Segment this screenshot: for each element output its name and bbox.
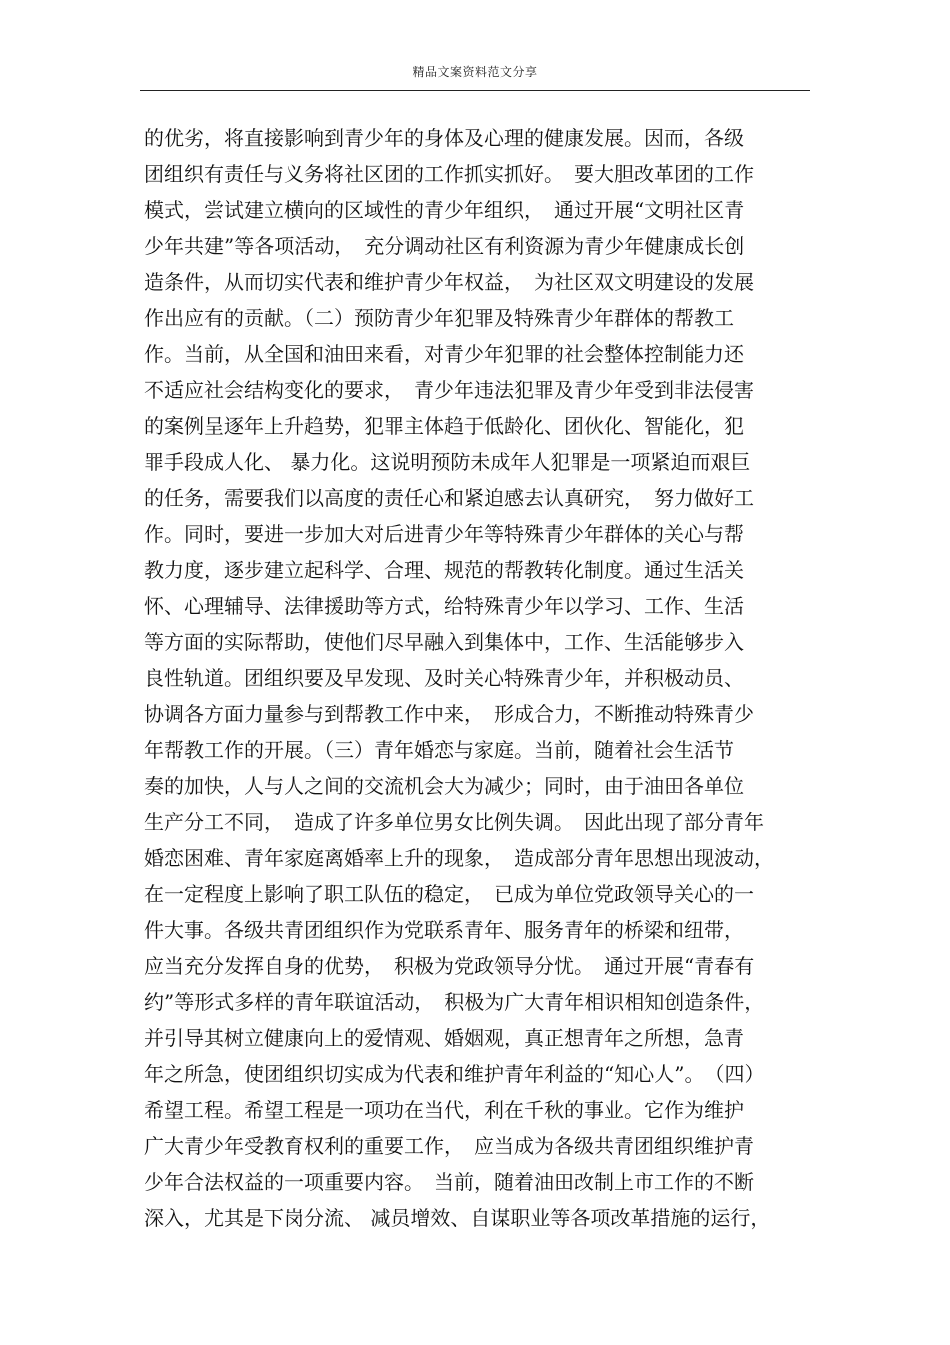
text-line: 深入，尤其是下岗分流、 减员增效、自谋职业等各项改革措施的运行， [144,1206,771,1230]
text-line: 年之所急，使团组织切实成为代表和维护青年利益的“知心人”。 （四） [144,1062,765,1086]
text-line: 应当充分发挥自身的优势， 积极为党政领导分忧。 通过开展“青春有 [144,954,755,978]
text-line: 罪手段成人化、 暴力化。这说明预防未成年人犯罪是一项紧迫而艰巨 [144,450,751,474]
text-line: 不适应社会结构变化的要求， 青少年违法犯罪及青少年受到非法侵害 [144,378,754,402]
body-text [144,120,824,1236]
text-line: 的优劣，将直接影响到青少年的身体及心理的健康发展。因而，各级 [144,126,744,150]
text-line: 在一定程度上影响了职工队伍的稳定， 已成为单位党政领导关心的一 [144,882,754,906]
text-line: 少年共建”等各项活动， 充分调动社区有利资源为青少年健康成长创 [144,234,745,258]
text-line: 作出应有的贡献。（二）预防青少年犯罪及特殊青少年群体的帮教工 [144,306,734,330]
page-header-title: 精品文案资料范文分享 [412,65,538,79]
text-line: 年帮教工作的开展。（三）青年婚恋与家庭。当前，随着社会生活节 [144,738,734,762]
text-line: 作。当前，从全国和油田来看，对青少年犯罪的社会整体控制能力还 [144,342,744,366]
text-line: 模式，尝试建立横向的区域性的青少年组织， 通过开展“文明社区青 [144,198,745,222]
text-line: 的案例呈逐年上升趋势，犯罪主体趋于低龄化、团伙化、智能化，犯 [144,414,744,438]
text-line: 造条件，从而切实代表和维护青少年权益， 为社区双文明建设的发展 [144,270,754,294]
text-line: 教力度，逐步建立起科学、合理、规范的帮教转化制度。通过生活关 [144,558,744,582]
text-line: 生产分工不同， 造成了许多单位男女比例失调。 因此出现了部分青年 [144,810,764,834]
text-line: 希望工程。希望工程是一项功在当代，利在千秋的事业。它作为维护 [144,1098,744,1122]
text-line: 婚恋困难、青年家庭离婚率上升的现象， 造成部分青年思想出现波动， [144,846,774,870]
text-line: 良性轨道。团组织要及早发现、及时关心特殊青少年，并积极动员、 [144,666,744,690]
text-line: 约”等形式多样的青年联谊活动， 积极为广大青年相识相知创造条件， [144,990,765,1014]
text-line: 并引导其树立健康向上的爱情观、婚姻观，真正想青年之所想，急青 [144,1026,744,1050]
text-line: 少年合法权益的一项重要内容。 当前，随着油田改制上市工作的不断 [144,1170,754,1194]
text-line: 作。同时，要进一步加大对后进青少年等特殊青少年群体的关心与帮 [144,522,744,546]
text-line: 团组织有责任与义务将社区团的工作抓实抓好。 要大胆改革团的工作 [144,162,754,186]
text-line: 等方面的实际帮助，使他们尽早融入到集体中，工作、生活能够步入 [144,630,744,654]
text-line: 协调各方面力量参与到帮教工作中来， 形成合力，不断推动特殊青少 [144,702,754,726]
text-line: 广大青少年受教育权利的重要工作， 应当成为各级共青团组织维护青 [144,1134,754,1158]
header-divider [140,90,810,91]
text-line: 的任务，需要我们以高度的责任心和紧迫感去认真研究， 努力做好工 [144,486,754,510]
text-line: 奏的加快，人与人之间的交流机会大为减少；同时，由于油田各单位 [144,774,744,798]
text-line: 件大事。各级共青团组织作为党联系青年、服务青年的桥梁和纽带， [144,918,744,942]
text-line: 怀、心理辅导、法律援助等方式，给特殊青少年以学习、工作、生活 [144,594,744,618]
